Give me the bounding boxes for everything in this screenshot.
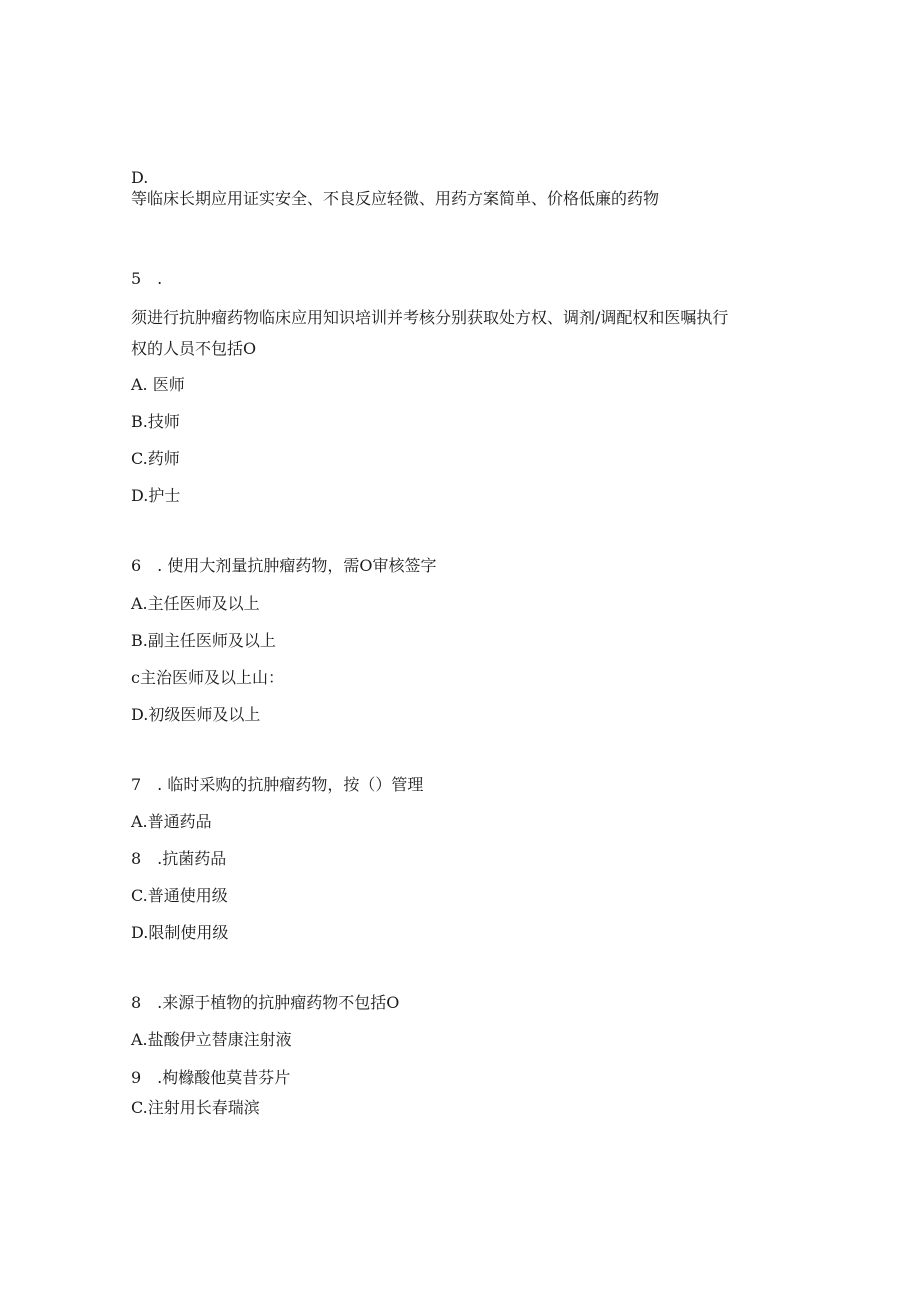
- question-5-text-line-2: 权的人员不包括O: [131, 339, 257, 358]
- question-7-option-d: D.限制使用级: [131, 923, 229, 942]
- question-5-option-a: A. 医师: [131, 375, 185, 394]
- question-7-option-c: C.普通使用级: [131, 886, 228, 905]
- question-6-option-b: B.副主任医师及以上: [131, 631, 276, 650]
- question-6-option-d: D.初级医师及以上: [131, 705, 261, 724]
- option-d-text: 等临床长期应用证实安全、不良反应轻微、用药方案简单、价格低廉的药物: [131, 189, 660, 208]
- question-7-option-b: 8 .抗菌药品: [131, 849, 227, 868]
- question-5-option-d: D.护士: [131, 486, 181, 505]
- question-5-option-b: B.技师: [131, 412, 180, 431]
- question-5-option-c: C.药师: [131, 449, 180, 468]
- question-6-text: 6 . 使用大剂量抗肿瘤药物，需O审核签字: [131, 556, 437, 575]
- question-7-text: 7 . 临时采购的抗肿瘤药物，按（）管理: [131, 775, 424, 794]
- question-5-text-line-1: 须进行抗肿瘤药物临床应用知识培训并考核分别获取处方权、调剂/调配权和医嘱执行: [131, 308, 729, 327]
- question-7-option-a: A.普通药品: [131, 812, 212, 831]
- question-8-option-b: 9 .枸橼酸他莫昔芬片: [131, 1068, 291, 1087]
- question-6-option-a: A.主任医师及以上: [131, 594, 260, 613]
- question-8-text: 8 .来源于植物的抗肿瘤药物不包括O: [131, 993, 400, 1012]
- question-6-option-c: c主治医师及以上山：: [131, 668, 284, 687]
- question-8-option-c: C.注射用长春瑞滨: [131, 1098, 260, 1117]
- question-8-option-a: A.盐酸伊立替康注射液: [131, 1030, 292, 1049]
- option-d-label: D.: [131, 168, 149, 187]
- question-5-number: 5 .: [131, 269, 163, 288]
